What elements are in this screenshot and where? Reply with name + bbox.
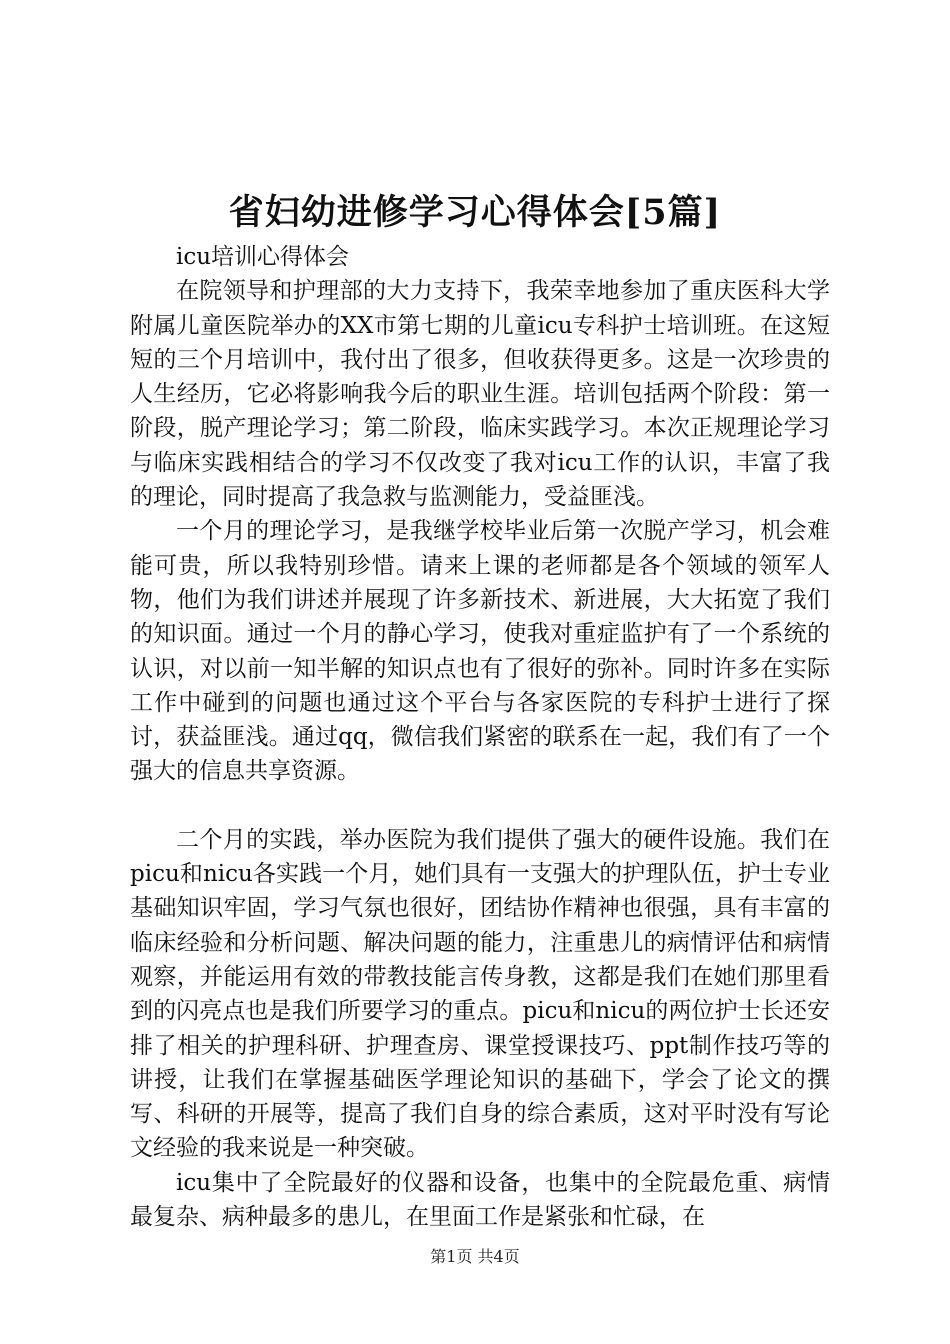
section-heading: icu培训心得体会 xyxy=(176,244,350,270)
paragraph: 一个月的理论学习，是我继学校毕业后第一次脱产学习，机会难能可贵，所以我特别珍惜。请来上课的老师都是各个领域的领军人物，他们为我们讲述并展现了许多新技术、新进展，大大拓宽了我们的知识面。通过一个月的静心学习，使我对重症监护有了一个系统的认识，对以前一知半解的知识点也有了很好的弥补。同时许多在实际工作中碰到的问题也通过这个平台与各家医院的专科护士进行了探讨，获益匪浅。通过qq，微信我们紧密的联系在一起，我们有了一个强大的信息共享资源。 xyxy=(130,518,830,785)
document-title: 省妇幼进修学习心得体会[5篇] xyxy=(228,192,722,233)
paragraph: 二个月的实践，举办医院为我们提供了强大的硬件设施。我们在picu和nicu各实践一个月，她们具有一支强大的护理队伍，护士专业基础知识牢固，学习气氛也很好，团结协作精神也很强，具有丰富的临床经验和分析问题、解决问题的能力，注重患儿的病情评估和病情观察，并能运用有效的带教技能言传身教，这都是我们在她们那里看到的闪亮点也是我们所要学习的重点。picu和nicu的两位护士长还安排了相关的护理科研、护理查房、课堂授课技巧、ppt制作技巧等的讲授，让我们在掌握基础医学理论知识的基础下，学会了论文的撰写、科研的开展等，提高了我们自身的综合素质，这对平时没有写论文经验的我来说是一种突破。 xyxy=(130,826,830,1162)
page-number: 第1页 共4页 xyxy=(430,1247,520,1266)
paragraph: 在院领导和护理部的大力支持下，我荣幸地参加了重庆医科大学附属儿童医院举办的XX市第七期的儿童icu专科护士培训班。在这短短的三个月培训中，我付出了很多，但收获得更多。这是一次珍贵的人生经历，它必将影响我今后的职业生涯。培训包括两个阶段：第一阶段，脱产理论学习；第二阶段，临床实践学习。本次正规理论学习与临床实践相结合的学习不仅改变了我对icu工作的认识，丰富了我的理论，同时提高了我急救与监测能力，受益匪浅。 xyxy=(130,278,830,511)
paragraph: icu集中了全院最好的仪器和设备，也集中的全院最危重、病情最复杂、病种最多的患儿，在里面工作是紧张和忙碌，在 xyxy=(130,1169,830,1231)
document-body xyxy=(130,240,830,1234)
